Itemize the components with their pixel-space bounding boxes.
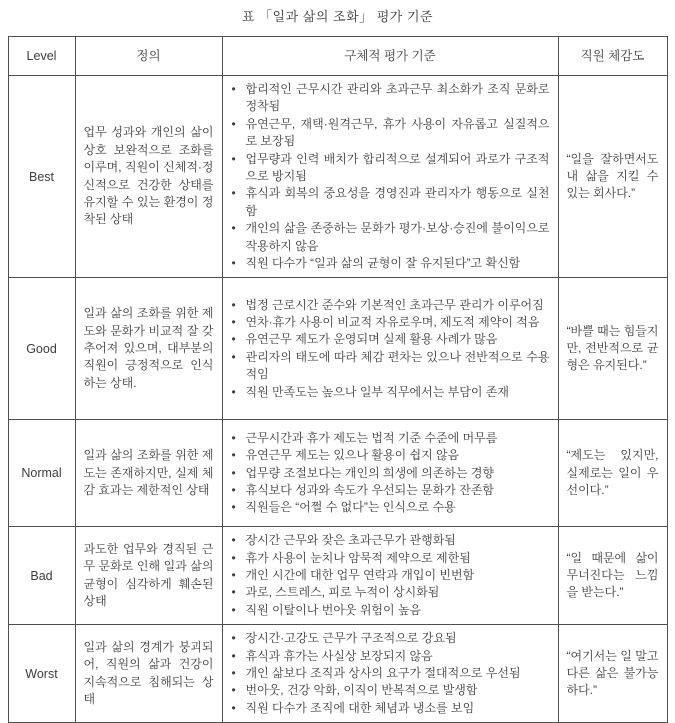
definition-cell: 업무 성과와 개인의 삶이 상호 보완적으로 조화를 이루며, 직원이 신체적·정신적으로 건강한 상태를 유지할 수 있는 환경이 정착된 상태 <box>75 76 222 278</box>
table-row-good <box>8 278 667 420</box>
level-cell: Good <box>8 278 75 420</box>
criteria-item: • 장시간 근무와 잦은 초과근무가 관행화됨 <box>229 532 550 549</box>
definition-cell: 과도한 업무와 경직된 근무 문화로 인해 일과 삶의 균형이 심각하게 훼손된 상태 <box>75 527 222 625</box>
criteria-item: • 개인 삶보다 조직과 상사의 요구가 절대적으로 우선됨 <box>229 665 550 682</box>
criteria-list <box>229 430 550 517</box>
header-row <box>8 37 667 76</box>
criteria-item: • 휴식보다 성과와 속도가 우선되는 문화가 잔존함 <box>229 482 550 499</box>
col-header-level: Level <box>8 37 75 76</box>
criteria-item: • 근무시간과 휴가 제도는 법적 기준 수준에 머무름 <box>229 430 550 447</box>
criteria-item: • 번아웃, 건강 악화, 이직이 반복적으로 발생함 <box>229 682 550 699</box>
criteria-cell <box>222 625 558 723</box>
work-life-balance-table <box>8 36 668 723</box>
criteria-item: • 휴식과 휴가는 사실상 보장되지 않음 <box>229 648 550 665</box>
criteria-list <box>229 532 550 619</box>
table-header <box>8 37 667 76</box>
level-cell: Best <box>8 76 75 278</box>
criteria-item: • 직원 만족도는 높으나 일부 직무에서는 부담이 존재 <box>229 384 550 401</box>
table-title: 표 「일과 삶의 조화」 평가 기준 <box>241 9 434 24</box>
table-row-worst <box>8 625 667 723</box>
col-header-perception: 직원 체감도 <box>558 37 667 76</box>
table-row-bad <box>8 527 667 625</box>
criteria-item: • 개인 시간에 대한 업무 연락과 개입이 빈번함 <box>229 567 550 584</box>
table-row-normal <box>8 420 667 527</box>
criteria-list <box>229 630 550 717</box>
criteria-cell <box>222 527 558 625</box>
col-header-definition: 정의 <box>75 37 222 76</box>
criteria-item: • 유연근무 제도가 운영되며 실제 활용 사례가 많음 <box>229 331 550 348</box>
table-row-best <box>8 76 667 278</box>
criteria-item: • 과로, 스트레스, 피로 누적이 상시화됨 <box>229 584 550 601</box>
level-cell: Worst <box>8 625 75 723</box>
criteria-item: • 직원 이탈이나 번아웃 위험이 높음 <box>229 602 550 619</box>
perception-cell: “바쁠 때는 힘들지만, 전반적으로 균형은 유지된다.” <box>558 278 667 420</box>
perception-cell: “여기서는 일 말고 다른 삶은 불가능하다.” <box>558 625 667 723</box>
criteria-item: • 관리자의 태도에 따라 체감 편차는 있으나 전반적으로 수용적임 <box>229 349 550 384</box>
criteria-item: • 유연근무, 재택·원격근무, 휴가 사용이 자유롭고 실질적으로 보장됨 <box>229 116 550 151</box>
table-body <box>8 76 667 723</box>
level-cell: Bad <box>8 527 75 625</box>
level-cell: Normal <box>8 420 75 527</box>
criteria-list <box>229 297 550 401</box>
definition-cell: 일과 삶의 조화를 위한 제도와 문화가 비교적 잘 갖추어져 있으며, 대부분의 직원이 긍정적으로 인식하는 상태. <box>75 278 222 420</box>
criteria-item: • 휴식과 회복의 중요성을 경영진과 관리자가 행동으로 실천함 <box>229 185 550 220</box>
criteria-item: • 직원 다수가 조직에 대한 체념과 냉소를 보임 <box>229 700 550 717</box>
criteria-item: • 직원들은 “어쩔 수 없다”는 인식으로 수용 <box>229 499 550 516</box>
criteria-item: • 법정 근로시간 준수와 기본적인 초과근무 관리가 이루어짐 <box>229 297 550 314</box>
criteria-cell <box>222 76 558 278</box>
definition-cell: 일과 삶의 조화를 위한 제도는 존재하지만, 실제 체감 효과는 제한적인 상태 <box>75 420 222 527</box>
criteria-item: • 업무량과 인력 배치가 합리적으로 설계되어 과로가 구조적으로 방지됨 <box>229 151 550 186</box>
criteria-list <box>229 81 550 272</box>
definition-cell: 일과 삶의 경계가 붕괴되어, 직원의 삶과 건강이 지속적으로 침해되는 상태 <box>75 625 222 723</box>
col-header-criteria: 구체적 평가 기준 <box>222 37 558 76</box>
criteria-item: • 유연근무 제도는 있으나 활용이 쉽지 않음 <box>229 447 550 464</box>
criteria-item: • 합리적인 근무시간 관리와 초과근무 최소화가 조직 문화로 정착됨 <box>229 81 550 116</box>
criteria-cell <box>222 278 558 420</box>
criteria-item: • 연차·휴가 사용이 비교적 자유로우며, 제도적 제약이 적음 <box>229 314 550 331</box>
criteria-item: • 장시간·고강도 근무가 구조적으로 강요됨 <box>229 630 550 647</box>
criteria-item: • 직원 다수가 “일과 삶의 균형이 잘 유지된다”고 확신함 <box>229 255 550 272</box>
criteria-item: • 개인의 삶을 존중하는 문화가 평가·보상·승진에 불이익으로 작용하지 않음 <box>229 220 550 255</box>
perception-cell: “일 때문에 삶이 무너진다는 느낌을 받는다.” <box>558 527 667 625</box>
perception-cell: “일을 잘하면서도 내 삶을 지킬 수 있는 회사다.” <box>558 76 667 278</box>
perception-cell: “제도는 있지만, 실제로는 일이 우선이다.” <box>558 420 667 527</box>
criteria-cell <box>222 420 558 527</box>
criteria-item: • 휴가 사용이 눈치나 암묵적 제약으로 제한됨 <box>229 550 550 567</box>
criteria-item: • 업무량 조절보다는 개인의 희생에 의존하는 경향 <box>229 465 550 482</box>
